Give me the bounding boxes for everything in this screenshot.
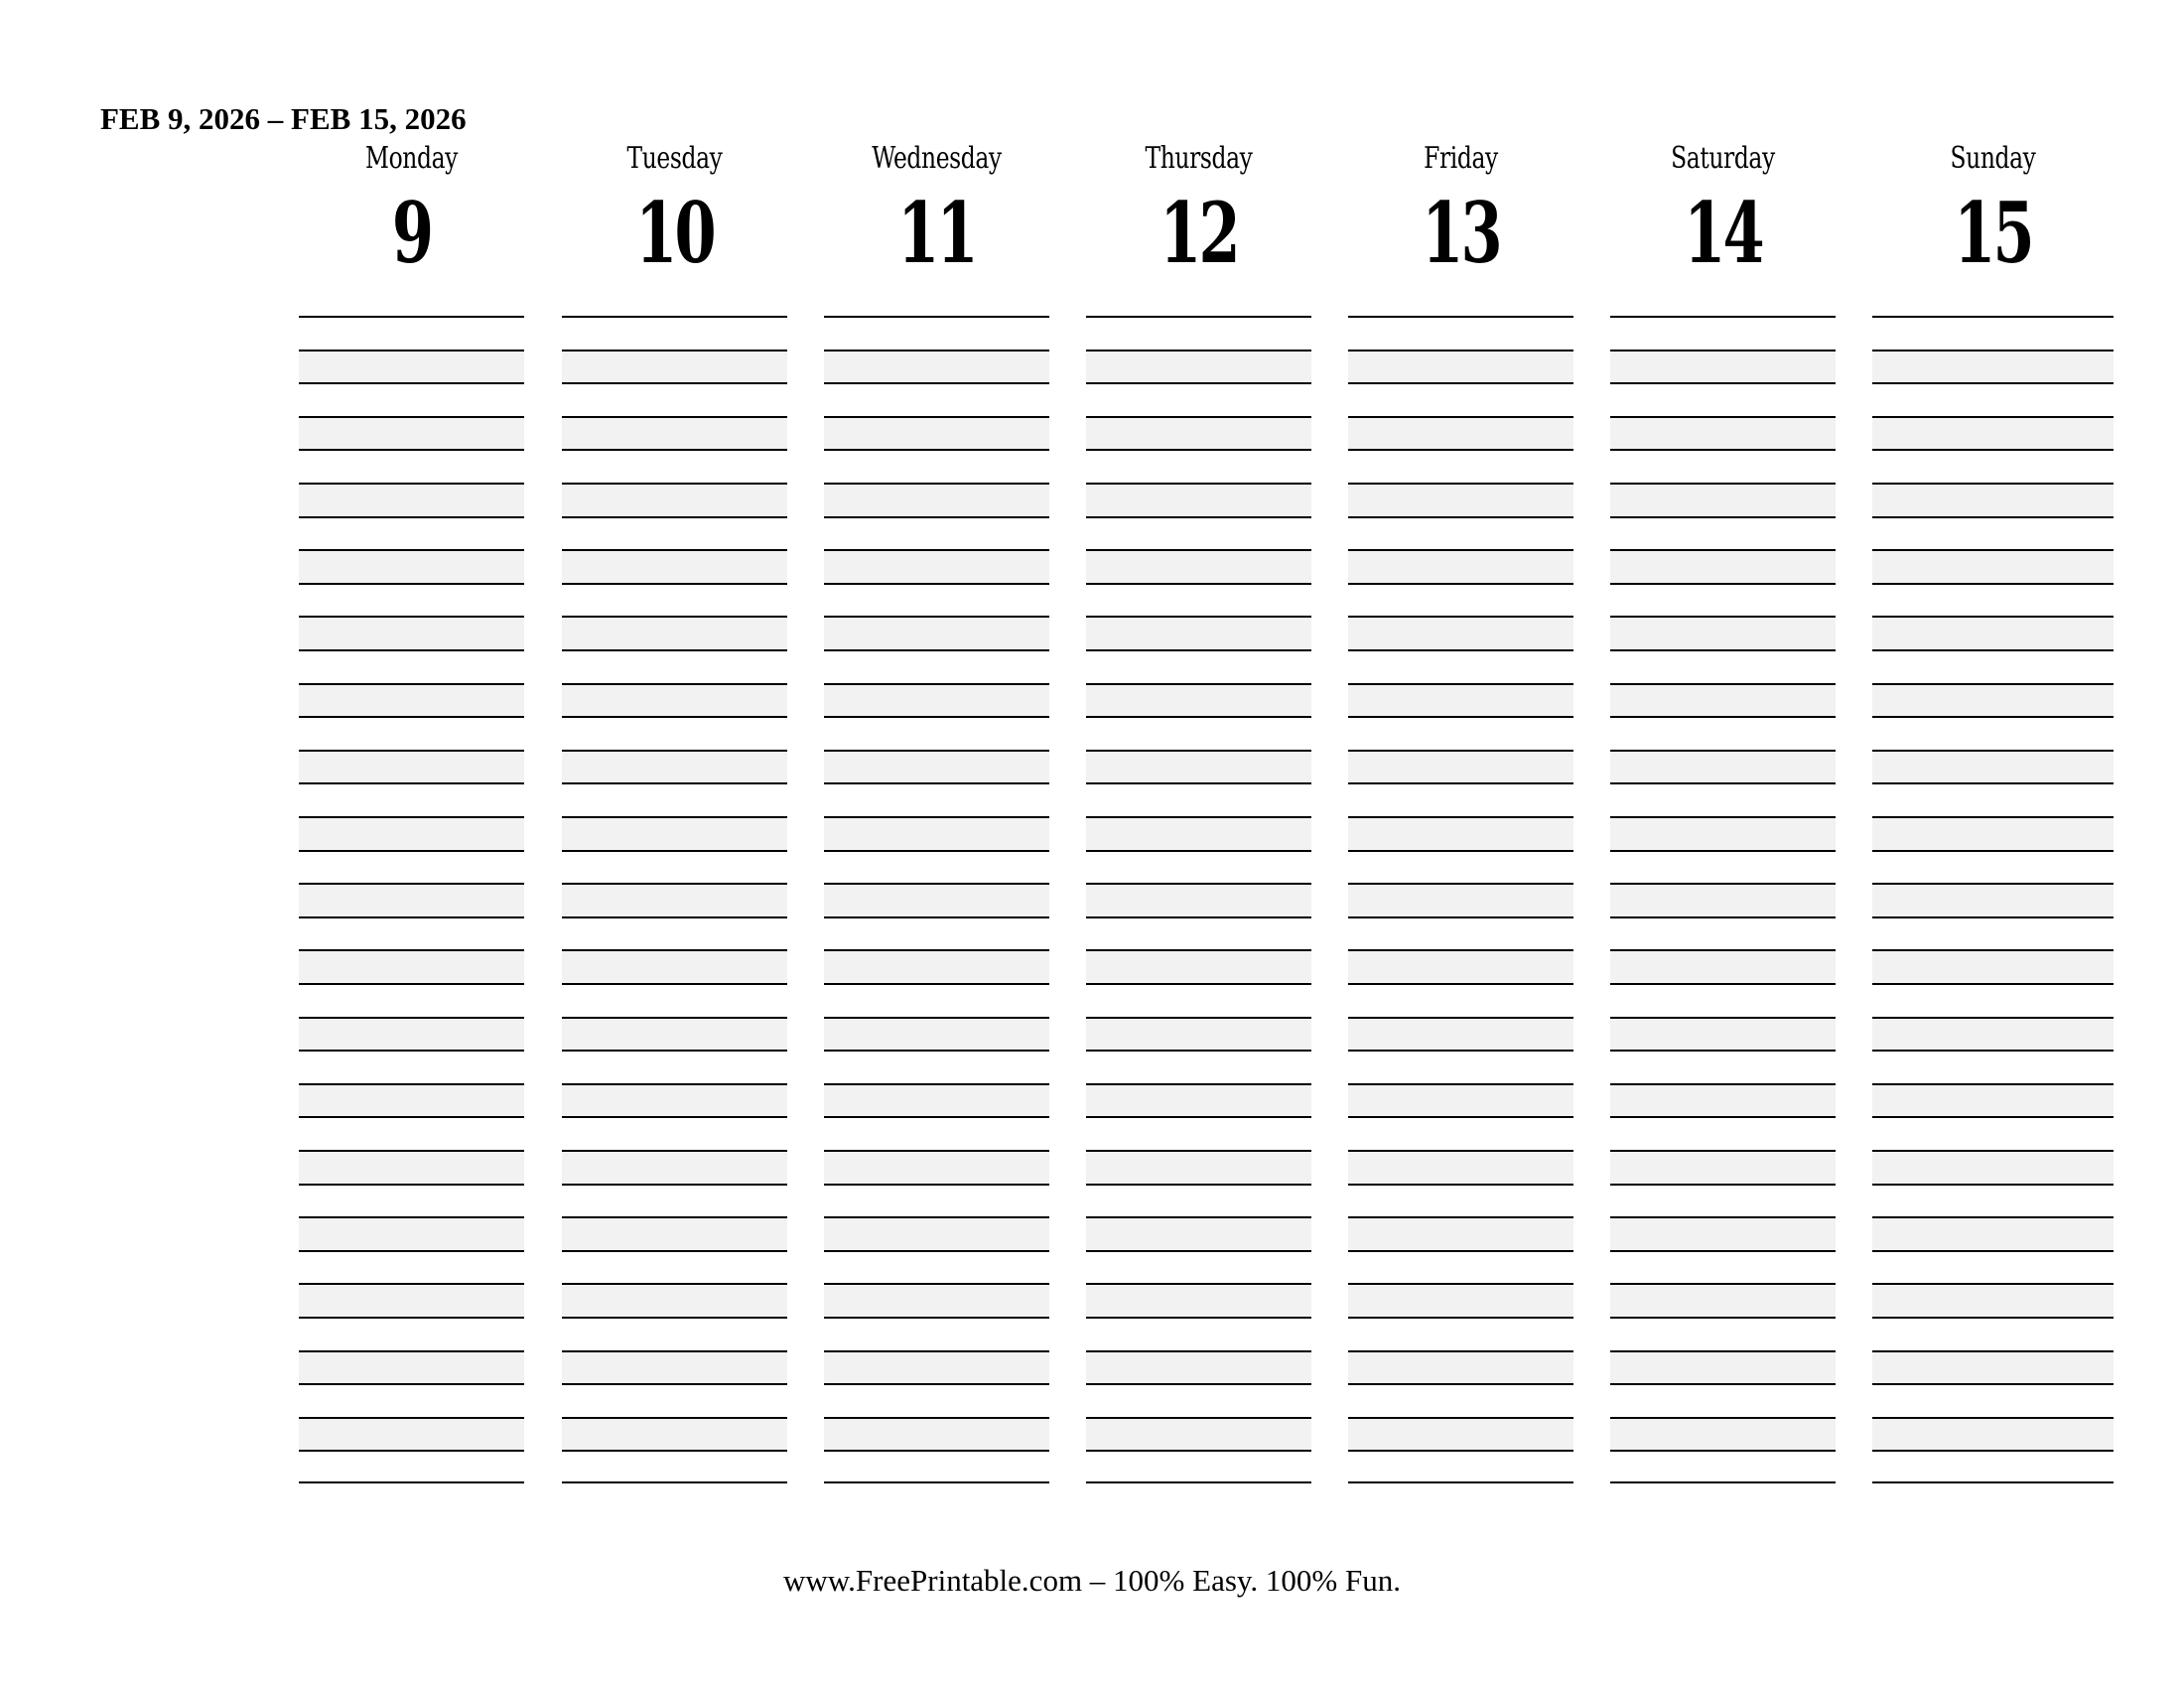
writing-line[interactable] <box>1348 750 1573 783</box>
date-range-title: FEB 9, 2026 – FEB 15, 2026 <box>100 101 467 136</box>
writing-line[interactable] <box>562 1050 787 1083</box>
writing-line[interactable] <box>1872 1184 2114 1217</box>
writing-line[interactable] <box>1086 816 1311 850</box>
writing-line[interactable] <box>1348 1017 1573 1051</box>
writing-line[interactable] <box>299 1383 524 1417</box>
writing-line[interactable] <box>1872 616 2114 649</box>
writing-line[interactable] <box>562 649 787 683</box>
writing-line[interactable] <box>1348 1083 1573 1117</box>
writing-line[interactable] <box>824 616 1049 649</box>
writing-line[interactable] <box>824 350 1049 383</box>
writing-line[interactable] <box>1086 483 1311 516</box>
writing-line[interactable] <box>1348 1383 1573 1417</box>
writing-line[interactable] <box>1086 1017 1311 1051</box>
writing-line[interactable] <box>1086 549 1311 583</box>
writing-line[interactable] <box>1872 350 2114 383</box>
writing-line[interactable] <box>562 449 787 483</box>
writing-line[interactable] <box>1872 516 2114 550</box>
writing-line[interactable] <box>1872 1283 2114 1317</box>
writing-line[interactable] <box>1086 1184 1311 1217</box>
writing-line[interactable] <box>562 1116 787 1150</box>
writing-line[interactable] <box>1872 983 2114 1017</box>
writing-line[interactable] <box>1086 516 1311 550</box>
day-name: Monday <box>365 141 458 176</box>
writing-line[interactable] <box>1610 750 1836 783</box>
writing-line[interactable] <box>1610 316 1836 350</box>
day-name: Sunday <box>1950 141 2036 176</box>
writing-line[interactable] <box>1086 1417 1311 1451</box>
day-number: 13 <box>1422 184 1500 282</box>
writing-line[interactable] <box>824 949 1049 983</box>
writing-line[interactable] <box>299 883 524 916</box>
writing-line[interactable] <box>1348 916 1573 950</box>
writing-line[interactable] <box>299 1083 524 1117</box>
writing-line[interactable] <box>299 916 524 950</box>
writing-line[interactable] <box>1086 1383 1311 1417</box>
writing-line[interactable] <box>299 1150 524 1184</box>
writing-line[interactable] <box>1348 1250 1573 1284</box>
writing-line[interactable] <box>299 649 524 683</box>
writing-line[interactable] <box>1086 983 1311 1017</box>
writing-line[interactable] <box>1610 816 1836 850</box>
writing-line[interactable] <box>824 1017 1049 1051</box>
writing-line[interactable] <box>1872 916 2114 950</box>
writing-line[interactable] <box>299 782 524 816</box>
writing-line[interactable] <box>1348 1350 1573 1384</box>
writing-line[interactable] <box>1086 583 1311 617</box>
writing-line[interactable] <box>299 1417 524 1451</box>
writing-line[interactable] <box>1610 916 1836 950</box>
footer-text: www.FreePrintable.com – 100% Easy. 100% Fun. <box>783 1563 1401 1598</box>
writing-line[interactable] <box>1872 850 2114 884</box>
writing-line[interactable] <box>1610 883 1836 916</box>
writing-line[interactable] <box>1086 716 1311 750</box>
writing-line[interactable] <box>1086 649 1311 683</box>
writing-line[interactable] <box>1348 683 1573 717</box>
writing-line[interactable] <box>1086 750 1311 783</box>
writing-line[interactable] <box>824 1450 1049 1483</box>
writing-line[interactable] <box>1086 883 1311 916</box>
writing-line[interactable] <box>1872 483 2114 516</box>
writing-line[interactable] <box>824 683 1049 717</box>
writing-line[interactable] <box>1610 1216 1836 1250</box>
writing-line[interactable] <box>1086 1317 1311 1350</box>
writing-line[interactable] <box>1086 1250 1311 1284</box>
writing-line[interactable] <box>1348 483 1573 516</box>
writing-line[interactable] <box>1610 549 1836 583</box>
writing-line[interactable] <box>1086 316 1311 350</box>
writing-line[interactable] <box>1348 983 1573 1017</box>
writing-line[interactable] <box>1348 649 1573 683</box>
writing-line[interactable] <box>299 1450 524 1483</box>
day-number: 10 <box>635 184 714 282</box>
writing-line[interactable] <box>299 1017 524 1051</box>
writing-line[interactable] <box>824 883 1049 916</box>
writing-line[interactable] <box>824 816 1049 850</box>
writing-line[interactable] <box>562 1150 787 1184</box>
writing-line[interactable] <box>824 316 1049 350</box>
writing-line[interactable] <box>299 316 524 350</box>
day-name: Tuesday <box>626 141 723 176</box>
writing-line[interactable] <box>1610 416 1836 450</box>
writing-line[interactable] <box>299 1116 524 1150</box>
writing-line[interactable] <box>1872 649 2114 683</box>
writing-line[interactable] <box>1872 583 2114 617</box>
writing-line[interactable] <box>1872 416 2114 450</box>
writing-line[interactable] <box>562 1283 787 1317</box>
day-number: 14 <box>1684 184 1762 282</box>
writing-line[interactable] <box>1086 949 1311 983</box>
writing-line[interactable] <box>1610 382 1836 416</box>
writing-line[interactable] <box>1348 1050 1573 1083</box>
writing-line[interactable] <box>824 382 1049 416</box>
writing-line[interactable] <box>1872 449 2114 483</box>
writing-line[interactable] <box>1348 816 1573 850</box>
writing-line[interactable] <box>1348 1216 1573 1250</box>
writing-line[interactable] <box>299 1250 524 1284</box>
day-number: 9 <box>391 184 432 282</box>
writing-line[interactable] <box>1086 616 1311 649</box>
writing-line[interactable] <box>824 1216 1049 1250</box>
writing-line[interactable] <box>1348 316 1573 350</box>
writing-line[interactable] <box>1610 683 1836 717</box>
writing-line[interactable] <box>1610 1150 1836 1184</box>
writing-line[interactable] <box>299 1350 524 1384</box>
writing-line[interactable] <box>562 583 787 617</box>
writing-line[interactable] <box>562 683 787 717</box>
writing-line[interactable] <box>562 716 787 750</box>
writing-line[interactable] <box>1348 1417 1573 1451</box>
writing-line[interactable] <box>1872 716 2114 750</box>
writing-line[interactable] <box>1610 649 1836 683</box>
writing-line[interactable] <box>562 1317 787 1350</box>
writing-line[interactable] <box>562 549 787 583</box>
writing-line[interactable] <box>1872 816 2114 850</box>
writing-line[interactable] <box>1610 1283 1836 1317</box>
writing-line[interactable] <box>299 449 524 483</box>
writing-line[interactable] <box>299 1317 524 1350</box>
writing-line[interactable] <box>1086 1350 1311 1384</box>
writing-line[interactable] <box>562 1017 787 1051</box>
writing-line[interactable] <box>299 683 524 717</box>
writing-line[interactable] <box>562 382 787 416</box>
writing-line[interactable] <box>562 750 787 783</box>
writing-line[interactable] <box>824 782 1049 816</box>
writing-line[interactable] <box>1348 1150 1573 1184</box>
writing-line[interactable] <box>824 1050 1049 1083</box>
writing-line[interactable] <box>1348 782 1573 816</box>
writing-line[interactable] <box>1348 416 1573 450</box>
writing-line[interactable] <box>299 1283 524 1317</box>
writing-line[interactable] <box>1610 516 1836 550</box>
writing-line[interactable] <box>1348 850 1573 884</box>
writing-line[interactable] <box>1348 449 1573 483</box>
writing-line[interactable] <box>824 483 1049 516</box>
writing-line[interactable] <box>1610 1383 1836 1417</box>
writing-line[interactable] <box>1610 350 1836 383</box>
writing-line[interactable] <box>299 816 524 850</box>
writing-line[interactable] <box>824 716 1049 750</box>
writing-line[interactable] <box>1348 1116 1573 1150</box>
day-number: 11 <box>897 184 976 282</box>
writing-line[interactable] <box>824 516 1049 550</box>
writing-line[interactable] <box>1610 1317 1836 1350</box>
writing-line[interactable] <box>1610 616 1836 649</box>
writing-line[interactable] <box>1872 1383 2114 1417</box>
writing-line[interactable] <box>299 1050 524 1083</box>
writing-line[interactable] <box>1348 1184 1573 1217</box>
writing-line[interactable] <box>562 1350 787 1384</box>
writing-line[interactable] <box>1610 1184 1836 1217</box>
writing-line[interactable] <box>299 516 524 550</box>
writing-line[interactable] <box>562 1250 787 1284</box>
writing-line[interactable] <box>1086 1216 1311 1250</box>
writing-line[interactable] <box>1086 850 1311 884</box>
writing-line[interactable] <box>562 416 787 450</box>
writing-line[interactable] <box>562 782 787 816</box>
writing-line[interactable] <box>1348 382 1573 416</box>
writing-line[interactable] <box>824 1350 1049 1384</box>
writing-line[interactable] <box>1610 1116 1836 1150</box>
writing-line[interactable] <box>562 516 787 550</box>
writing-line[interactable] <box>1610 1250 1836 1284</box>
writing-line[interactable] <box>1348 549 1573 583</box>
writing-line[interactable] <box>299 549 524 583</box>
writing-line[interactable] <box>1610 1050 1836 1083</box>
writing-line[interactable] <box>562 916 787 950</box>
writing-line[interactable] <box>299 616 524 649</box>
writing-line[interactable] <box>299 1184 524 1217</box>
writing-line[interactable] <box>1348 883 1573 916</box>
writing-line[interactable] <box>1348 1283 1573 1317</box>
writing-line[interactable] <box>1610 716 1836 750</box>
writing-line[interactable] <box>824 649 1049 683</box>
writing-line[interactable] <box>299 949 524 983</box>
writing-line[interactable] <box>562 1184 787 1217</box>
writing-line[interactable] <box>299 583 524 617</box>
writing-line[interactable] <box>824 1317 1049 1350</box>
writing-line[interactable] <box>299 983 524 1017</box>
writing-line[interactable] <box>1086 1116 1311 1150</box>
writing-line[interactable] <box>1610 483 1836 516</box>
writing-line[interactable] <box>1086 1150 1311 1184</box>
day-number: 15 <box>1954 184 2032 282</box>
writing-line[interactable] <box>562 850 787 884</box>
writing-line[interactable] <box>1086 683 1311 717</box>
writing-line[interactable] <box>824 583 1049 617</box>
writing-line[interactable] <box>299 350 524 383</box>
writing-line[interactable] <box>562 816 787 850</box>
writing-line[interactable] <box>1872 1317 2114 1350</box>
writing-line[interactable] <box>1872 1250 2114 1284</box>
writing-line[interactable] <box>1872 1417 2114 1451</box>
writing-line[interactable] <box>1086 1283 1311 1317</box>
day-number: 12 <box>1160 184 1238 282</box>
writing-line[interactable] <box>1086 1050 1311 1083</box>
writing-line[interactable] <box>1872 1017 2114 1051</box>
writing-line[interactable] <box>824 750 1049 783</box>
writing-line[interactable] <box>1872 1450 2114 1483</box>
writing-line[interactable] <box>299 750 524 783</box>
writing-line[interactable] <box>1348 616 1573 649</box>
writing-line[interactable] <box>1348 350 1573 383</box>
writing-line[interactable] <box>824 1083 1049 1117</box>
writing-line[interactable] <box>562 483 787 516</box>
writing-line[interactable] <box>824 1383 1049 1417</box>
writing-line[interactable] <box>1610 850 1836 884</box>
writing-line[interactable] <box>1610 1083 1836 1117</box>
writing-line[interactable] <box>1872 949 2114 983</box>
writing-line[interactable] <box>562 616 787 649</box>
writing-line[interactable] <box>824 549 1049 583</box>
writing-line[interactable] <box>299 416 524 450</box>
writing-line[interactable] <box>824 1184 1049 1217</box>
writing-line[interactable] <box>1872 1050 2114 1083</box>
writing-line[interactable] <box>299 850 524 884</box>
writing-line[interactable] <box>562 1417 787 1451</box>
writing-line[interactable] <box>1610 449 1836 483</box>
writing-line[interactable] <box>824 1150 1049 1184</box>
writing-line[interactable] <box>1872 1350 2114 1384</box>
writing-line[interactable] <box>1348 1317 1573 1350</box>
writing-line[interactable] <box>562 1383 787 1417</box>
writing-line[interactable] <box>1610 1350 1836 1384</box>
writing-line[interactable] <box>1872 883 2114 916</box>
writing-line[interactable] <box>562 350 787 383</box>
writing-line[interactable] <box>562 949 787 983</box>
writing-line[interactable] <box>1086 782 1311 816</box>
writing-line[interactable] <box>562 1216 787 1250</box>
writing-line[interactable] <box>1610 1417 1836 1451</box>
writing-line[interactable] <box>1086 1083 1311 1117</box>
writing-line[interactable] <box>1086 1450 1311 1483</box>
writing-line[interactable] <box>824 1417 1049 1451</box>
writing-line[interactable] <box>1872 316 2114 350</box>
writing-line[interactable] <box>1610 949 1836 983</box>
writing-line[interactable] <box>562 1083 787 1117</box>
writing-line[interactable] <box>1348 583 1573 617</box>
writing-line[interactable] <box>1610 583 1836 617</box>
writing-line[interactable] <box>824 416 1049 450</box>
writing-line[interactable] <box>299 1216 524 1250</box>
writing-line[interactable] <box>299 483 524 516</box>
writing-line[interactable] <box>299 382 524 416</box>
writing-line[interactable] <box>1086 416 1311 450</box>
writing-line[interactable] <box>1872 382 2114 416</box>
writing-line[interactable] <box>1348 716 1573 750</box>
writing-line[interactable] <box>1086 916 1311 950</box>
writing-line[interactable] <box>1872 1216 2114 1250</box>
writing-line[interactable] <box>1348 516 1573 550</box>
writing-line[interactable] <box>1348 949 1573 983</box>
day-name: Friday <box>1424 141 1498 176</box>
writing-line[interactable] <box>1872 750 2114 783</box>
writing-line[interactable] <box>1872 1116 2114 1150</box>
writing-line[interactable] <box>824 449 1049 483</box>
writing-line[interactable] <box>1872 683 2114 717</box>
writing-line[interactable] <box>562 983 787 1017</box>
writing-line[interactable] <box>824 850 1049 884</box>
writing-line[interactable] <box>1610 1450 1836 1483</box>
writing-line[interactable] <box>1086 350 1311 383</box>
writing-line[interactable] <box>1872 1083 2114 1117</box>
day-name: Wednesday <box>872 141 1002 176</box>
writing-line[interactable] <box>562 316 787 350</box>
writing-line[interactable] <box>1872 549 2114 583</box>
writing-line[interactable] <box>1610 1017 1836 1051</box>
writing-line[interactable] <box>824 1283 1049 1317</box>
writing-line[interactable] <box>1872 1150 2114 1184</box>
writing-line[interactable] <box>1086 382 1311 416</box>
writing-line[interactable] <box>1610 782 1836 816</box>
writing-line[interactable] <box>562 1450 787 1483</box>
writing-line[interactable] <box>824 916 1049 950</box>
writing-line[interactable] <box>1086 449 1311 483</box>
writing-line[interactable] <box>824 983 1049 1017</box>
writing-line[interactable] <box>562 883 787 916</box>
writing-line[interactable] <box>1610 983 1836 1017</box>
writing-line[interactable] <box>1872 782 2114 816</box>
writing-line[interactable] <box>1348 1450 1573 1483</box>
writing-line[interactable] <box>824 1250 1049 1284</box>
day-name: Saturday <box>1671 141 1775 176</box>
day-name: Thursday <box>1145 141 1253 176</box>
writing-line[interactable] <box>299 716 524 750</box>
writing-line[interactable] <box>824 1116 1049 1150</box>
